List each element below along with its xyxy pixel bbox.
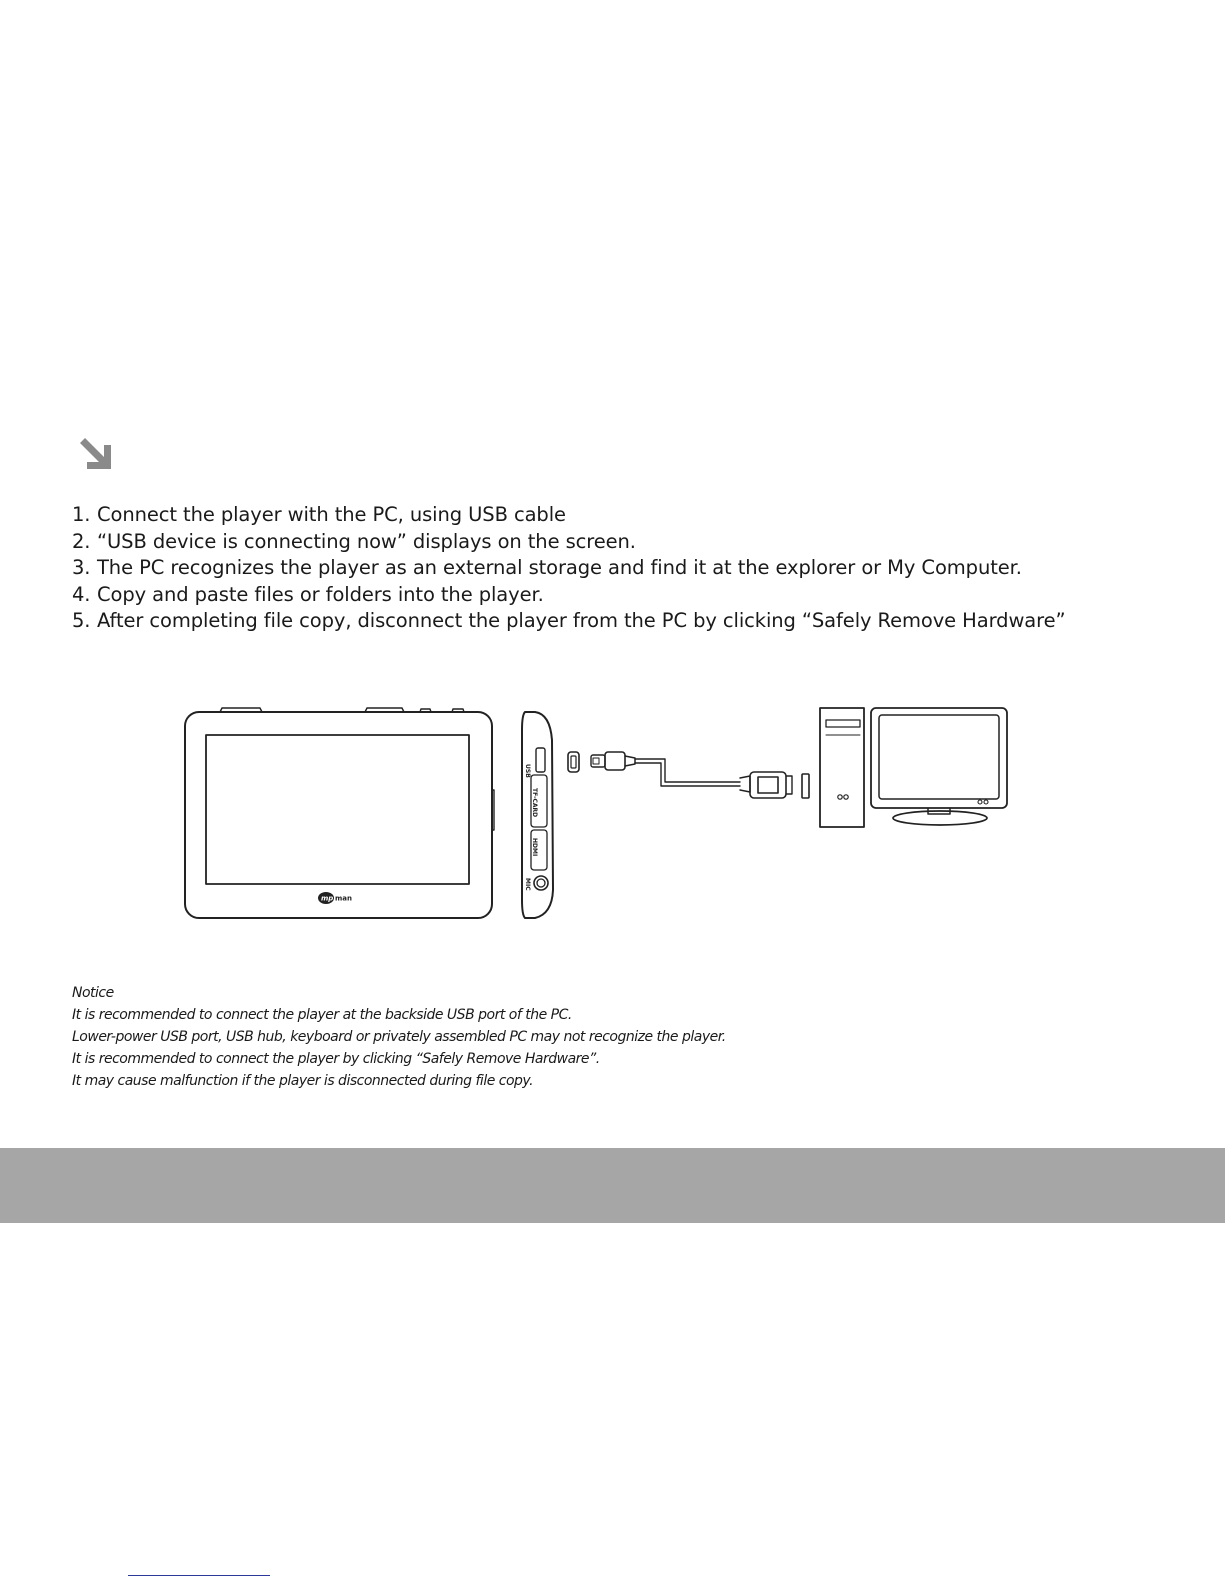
usb-cable-illustration	[591, 752, 792, 798]
step-item	[72, 502, 1066, 529]
port-label-hdmi: HDMI	[531, 838, 538, 857]
step-item	[72, 582, 1066, 609]
step-number: 2.	[72, 529, 91, 553]
port-label-mic: MIC	[524, 878, 531, 891]
port-label-usb: USB	[524, 764, 531, 778]
pc-tower-illustration	[820, 708, 864, 827]
instruction-steps	[72, 502, 1066, 635]
step-number: 3.	[72, 556, 91, 579]
step-number: 5.	[72, 609, 91, 632]
svg-text:mp: mp	[321, 894, 334, 903]
footer-band	[0, 1148, 1225, 1223]
step-number: 4.	[72, 582, 91, 606]
step-item	[72, 555, 1066, 582]
port-label-tf-card: TF-CARD	[531, 788, 538, 818]
step-text: After completing file copy, disconnect the player from the PC by clicking “Safely Remove Hardware”	[97, 609, 1066, 632]
connection-diagram	[180, 700, 1020, 930]
arrow-down-right-icon	[76, 434, 116, 474]
notice-title: Notice	[72, 985, 114, 1001]
step-text: “USB device is connecting now” displays on the screen.	[97, 529, 636, 553]
notice-line: Lower-power USB port, USB hub, keyboard or privately assembled PC may not recognize the player.	[72, 1029, 726, 1045]
notice-line: It is recommended to connect the player at the backside USB port of the PC.	[72, 1007, 572, 1023]
step-item	[72, 608, 1066, 635]
brand-logo	[318, 892, 352, 904]
svg-text:man: man	[335, 894, 353, 903]
step-item	[72, 529, 1066, 556]
player-side-illustration	[522, 712, 553, 918]
monitor-illustration	[871, 708, 1007, 825]
step-text: Connect the player with the PC, using USB cable	[97, 503, 566, 526]
mini-usb-plug-illustration	[568, 752, 579, 772]
notice-section	[72, 982, 726, 1092]
step-text: The PC recognizes the player as an external storage and find it at the explorer or My Computer.	[97, 556, 1022, 579]
player-front-illustration	[185, 708, 494, 918]
notice-line: It is recommended to connect the player by clicking “Safely Remove Hardware”.	[72, 1051, 600, 1067]
bottom-underline	[128, 1575, 270, 1576]
usb-port-illustration	[802, 774, 809, 798]
step-text: Copy and paste files or folders into the player.	[97, 582, 544, 606]
step-number: 1.	[72, 503, 91, 526]
notice-line: It may cause malfunction if the player is disconnected during file copy.	[72, 1073, 534, 1089]
